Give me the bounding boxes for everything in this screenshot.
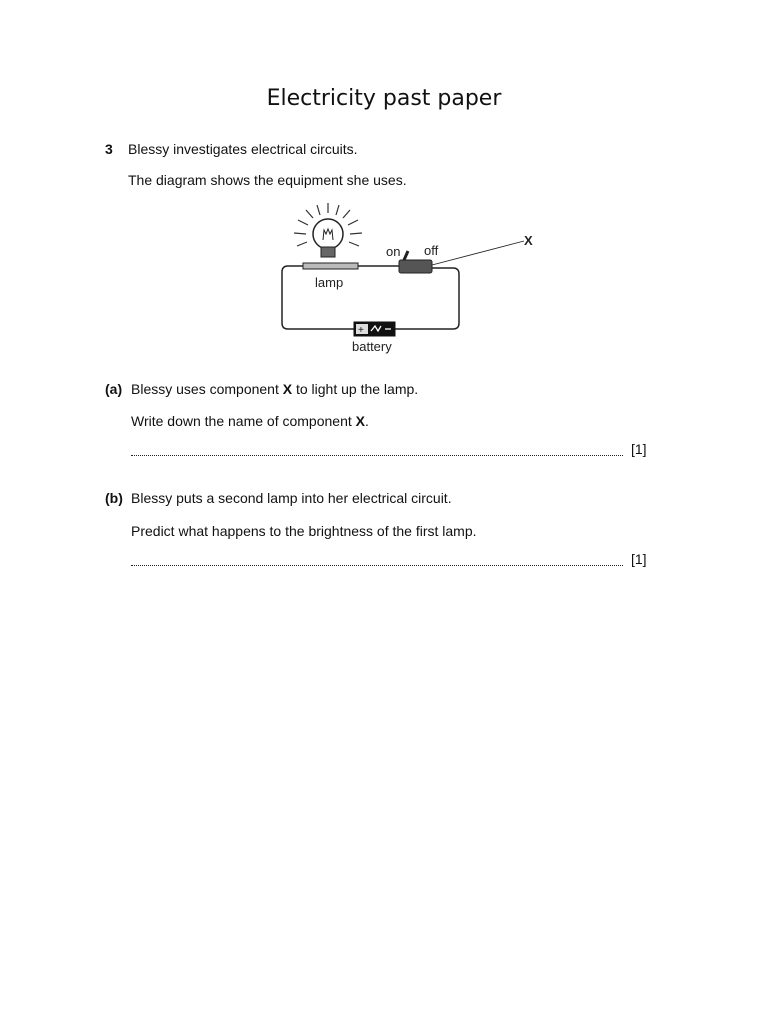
question-stem: Blessy investigates electrical circuits.: [128, 141, 358, 157]
part-a-answer-line[interactable]: [131, 455, 623, 456]
part-b-answer-line[interactable]: [131, 565, 623, 566]
lamp-label: lamp: [315, 275, 344, 290]
part-b-label: (b): [105, 490, 123, 506]
circuit-diagram: [0, 195, 768, 375]
lamp-holder: [303, 263, 358, 269]
switch-label-off: off: [424, 243, 439, 258]
part-a-label: (a): [105, 381, 123, 397]
part-a-instruction: Write down the name of component X.: [131, 413, 369, 429]
switch-label-on: on: [386, 244, 401, 259]
question-number: 3: [105, 141, 113, 157]
lamp-bulb-icon: [313, 219, 343, 257]
pointer-line-x: [432, 241, 524, 265]
part-a-text: Blessy uses component X to light up the lamp.: [131, 381, 419, 397]
part-b-text: Blessy puts a second lamp into her electrical circuit.: [131, 490, 452, 506]
battery-label: battery: [352, 339, 392, 354]
diagram-intro: The diagram shows the equipment she uses.: [128, 172, 407, 188]
part-b-marks: [1]: [631, 551, 647, 567]
part-b-instruction: Predict what happens to the brightness of the first lamp.: [131, 523, 477, 539]
battery-icon: [354, 322, 395, 336]
svg-text:+: +: [358, 325, 364, 336]
component-x-label: X: [524, 233, 533, 248]
part-a-marks: [1]: [631, 441, 647, 457]
circuit-wires: [282, 266, 459, 329]
page-title: Electricity past paper: [266, 86, 502, 111]
